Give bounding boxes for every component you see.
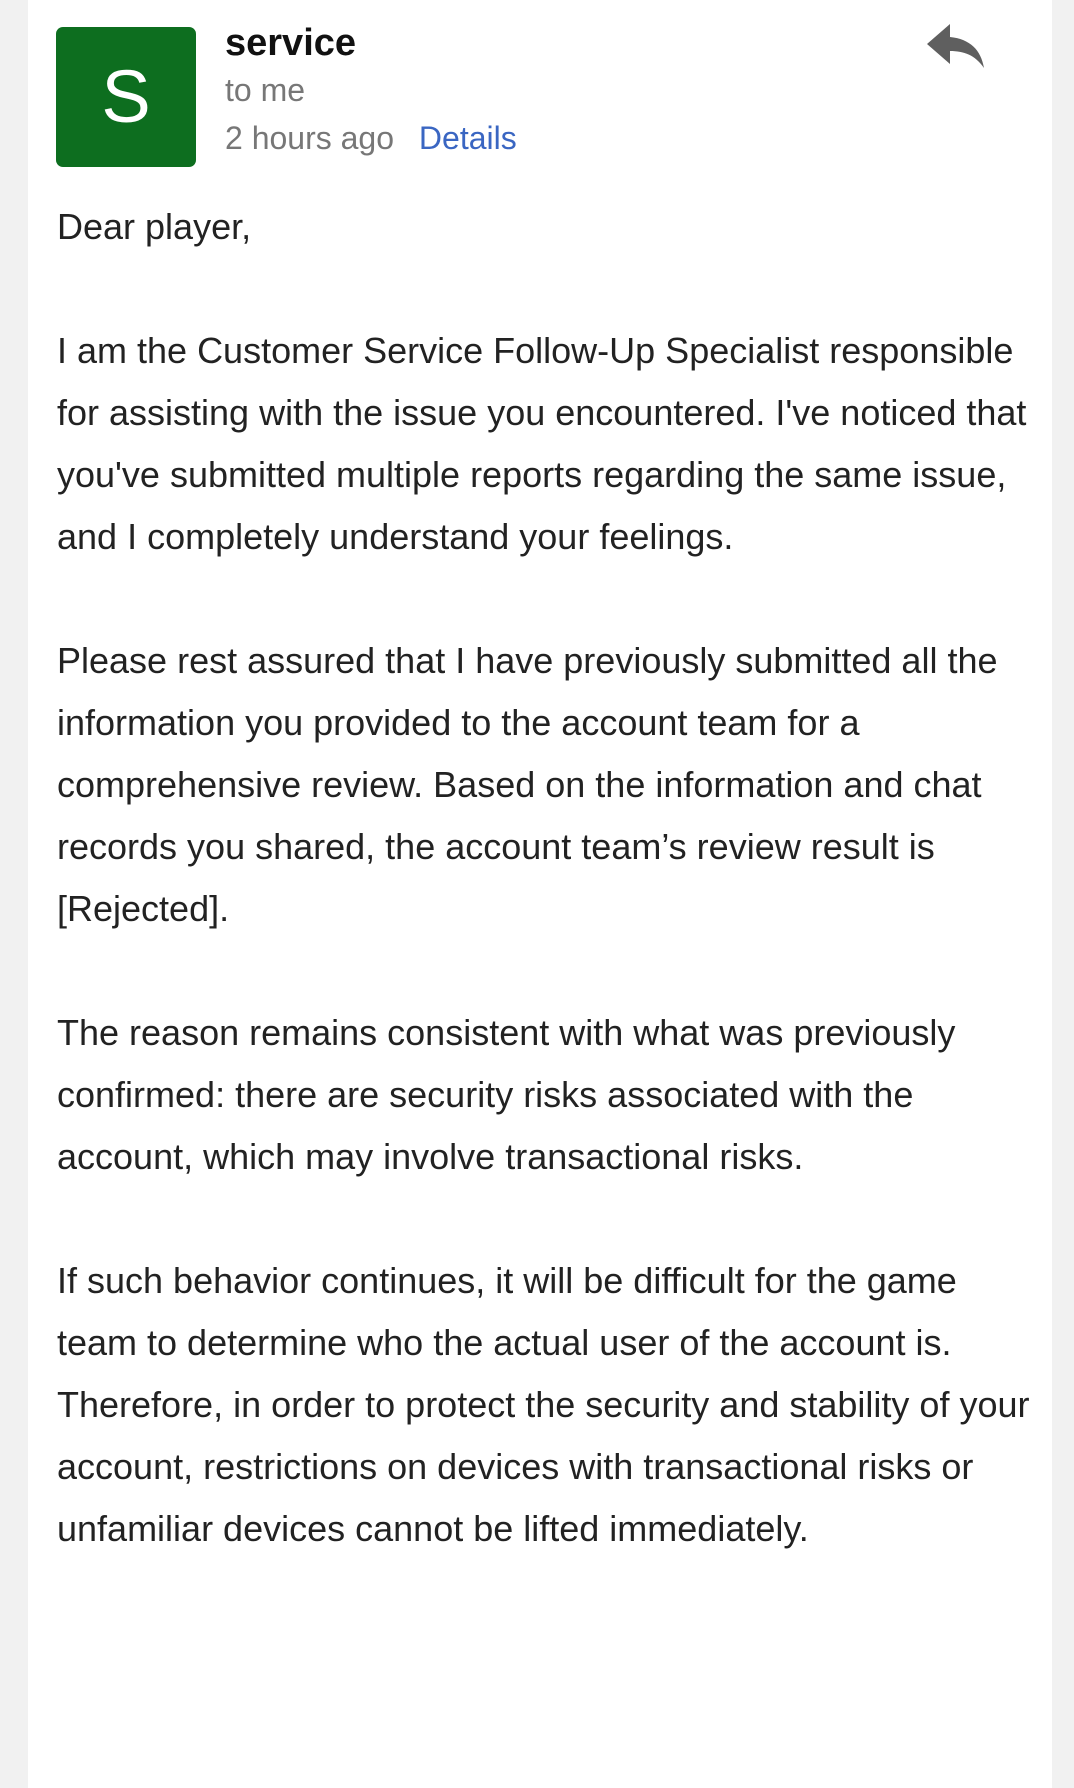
body-paragraph-2: Please rest assured that I have previously submitted all the information you provided to the account team for a comprehensive review. Based on the information and chat records you shared, the account team’s review result is [Rejected]. — [57, 640, 998, 929]
details-link[interactable]: Details — [418, 120, 517, 156]
email-header — [28, 0, 1052, 180]
sender-avatar[interactable] — [56, 27, 196, 167]
recipient-label: to me — [225, 72, 306, 108]
body-paragraph-1: I am the Customer Service Follow-Up Specialist responsible for assisting with the issue you encountered. I've noticed that you've submitted multiple reports regarding the same issue, and I completely understand your feelings. — [57, 330, 1027, 557]
timestamp: 2 hours ago — [225, 120, 395, 156]
reply-icon — [924, 18, 988, 78]
greeting: Dear player, — [57, 206, 252, 247]
body-paragraph-4: If such behavior continues, it will be difficult for the game team to determine who the actual user of the account is. Therefore, in order to protect the security and stability of your account, restrictions on devices with transactional risks or unfamiliar devices cannot be lifted immediately. — [57, 1260, 1030, 1549]
sender-name: service — [225, 22, 357, 64]
meta-line — [225, 116, 517, 160]
avatar-letter: S — [101, 55, 151, 138]
email-view — [28, 0, 1052, 1788]
body-paragraph-3: The reason remains consistent with what was previously confirmed: there are security risks associated with the account, which may involve transactional risks. — [57, 1012, 956, 1177]
reply-button[interactable] — [924, 18, 988, 78]
email-body — [57, 196, 1037, 1560]
